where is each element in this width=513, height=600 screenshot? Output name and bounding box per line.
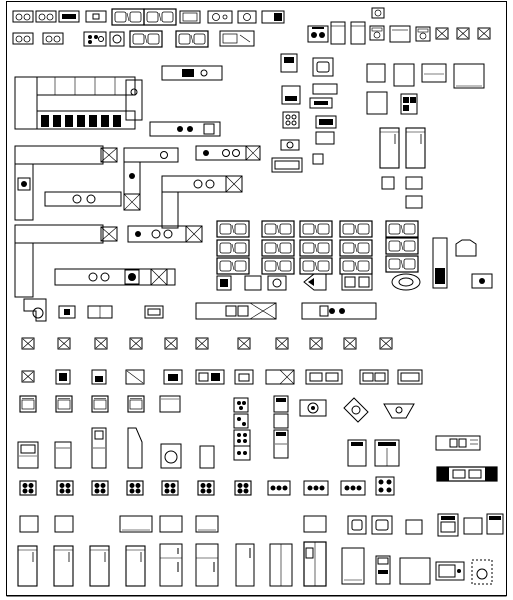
range-row	[18, 428, 497, 481]
microwave-row	[20, 514, 503, 536]
sheet-frame	[7, 2, 507, 596]
double-sink-blocks	[217, 221, 492, 290]
counter-module-row	[24, 299, 376, 321]
tall-appliance-blocks	[367, 64, 484, 208]
small-sink-row-a	[22, 338, 392, 349]
single-sink-blocks	[272, 54, 337, 172]
oven-row	[20, 396, 414, 428]
stacked-dishwasher-row	[308, 8, 490, 44]
refrigerator-row	[18, 542, 492, 586]
small-sink-row-b	[22, 370, 422, 384]
top-tile-row	[13, 9, 284, 47]
cooktop-row	[20, 477, 394, 495]
kitchen-layout-plans	[15, 66, 260, 297]
